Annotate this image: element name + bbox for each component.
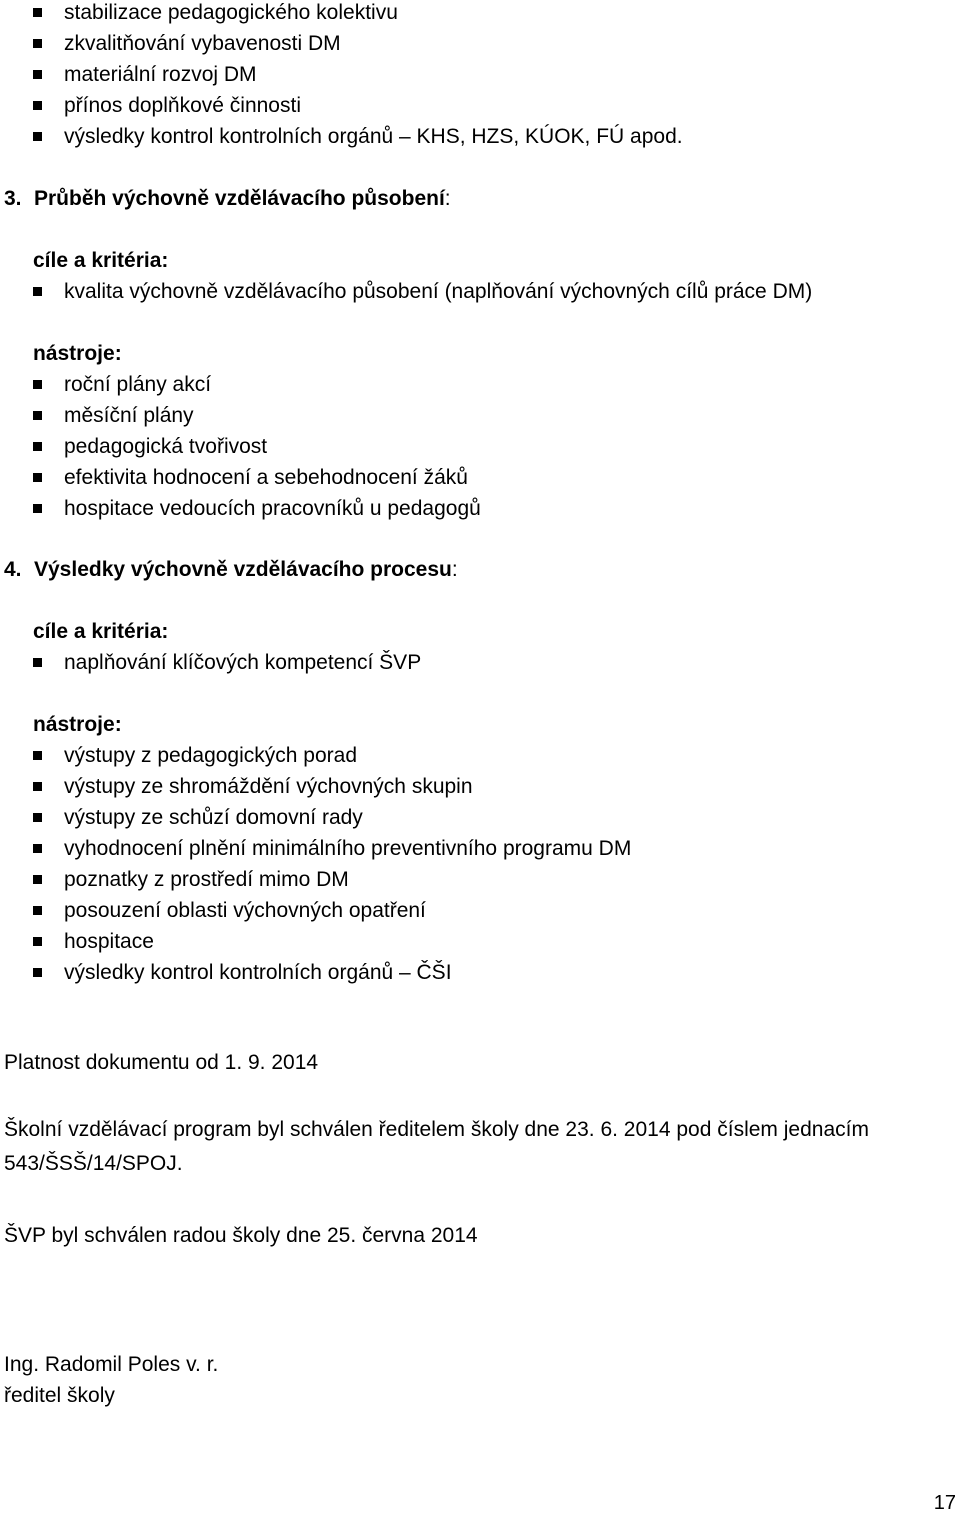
section-3-heading xyxy=(4,186,451,212)
bullet-marker xyxy=(33,937,42,946)
list-item: stabilizace pedagogického kolektivu xyxy=(64,1,398,24)
section-number: 4. xyxy=(4,558,22,581)
bullet-marker xyxy=(33,101,42,110)
section-number: 3. xyxy=(4,187,22,210)
bullet-marker xyxy=(33,751,42,760)
bullet-marker xyxy=(33,380,42,389)
bullet-marker xyxy=(33,813,42,822)
list-item: poznatky z prostředí mimo DM xyxy=(64,868,349,891)
section-colon: : xyxy=(451,558,458,581)
list-item: kvalita výchovně vzdělávacího působení (naplňování výchovných cílů práce DM) xyxy=(64,280,813,303)
list-item: hospitace xyxy=(64,930,154,953)
bullet-marker xyxy=(33,906,42,915)
list-item: výstupy z pedagogických porad xyxy=(64,744,358,767)
section-title: Průběh výchovně vzdělávacího působení xyxy=(34,187,445,210)
approval-text-line1: Školní vzdělávací program byl schválen ředitelem školy dne 23. 6. 2014 pod číslem jednacím xyxy=(4,1118,869,1141)
bullet-marker xyxy=(33,411,42,420)
list-item: přínos doplňkové činnosti xyxy=(64,94,301,117)
section-4-heading xyxy=(4,557,458,583)
bullet-marker xyxy=(33,782,42,791)
criteria-label: cíle a kritéria: xyxy=(33,620,169,643)
list-item: pedagogická tvořivost xyxy=(64,435,268,458)
bullet-marker xyxy=(33,844,42,853)
approval-text-line2: 543/ŠSŠ/14/SPOJ. xyxy=(4,1152,183,1175)
section-colon: : xyxy=(444,187,451,210)
bullet-marker xyxy=(33,287,42,296)
list-item: roční plány akcí xyxy=(64,373,212,396)
tools-label: nástroje: xyxy=(33,713,122,736)
bullet-marker xyxy=(33,968,42,977)
bullet-marker xyxy=(33,473,42,482)
list-item: posouzení oblasti výchovných opatření xyxy=(64,899,426,922)
list-item: hospitace vedoucích pracovníků u pedagogů xyxy=(64,497,481,520)
list-item: naplňování klíčových kompetencí ŠVP xyxy=(64,651,422,674)
validity-text: Platnost dokumentu od 1. 9. 2014 xyxy=(4,1051,319,1074)
tools-label: nástroje: xyxy=(33,342,122,365)
signer-name: Ing. Radomil Poles v. r. xyxy=(4,1353,219,1376)
list-item: výstupy ze schůzí domovní rady xyxy=(64,806,363,829)
bullet-marker xyxy=(33,39,42,48)
bullet-marker xyxy=(33,8,42,17)
list-item: vyhodnocení plnění minimálního preventivního programu DM xyxy=(64,837,632,860)
list-item: měsíční plány xyxy=(64,404,194,427)
list-item: výstupy ze shromáždění výchovných skupin xyxy=(64,775,473,798)
list-item: zkvalitňování vybavenosti DM xyxy=(64,32,341,55)
bullet-marker xyxy=(33,132,42,141)
list-item: efektivita hodnocení a sebehodnocení žáků xyxy=(64,466,468,489)
bullet-marker xyxy=(33,658,42,667)
page-number: 17 xyxy=(933,1492,956,1514)
bullet-marker xyxy=(33,875,42,884)
council-approval-text: ŠVP byl schválen radou školy dne 25. června 2014 xyxy=(4,1224,478,1247)
list-item: výsledky kontrol kontrolních orgánů – ČŠI xyxy=(64,961,452,984)
list-item: výsledky kontrol kontrolních orgánů – KHS, HZS, KÚOK, FÚ apod. xyxy=(64,125,683,148)
bullet-marker xyxy=(33,504,42,513)
signer-role: ředitel školy xyxy=(4,1384,115,1407)
list-item: materiální rozvoj DM xyxy=(64,63,257,86)
bullet-marker xyxy=(33,70,42,79)
criteria-label: cíle a kritéria: xyxy=(33,249,169,272)
section-title: Výsledky výchovně vzdělávacího procesu xyxy=(34,558,452,581)
bullet-marker xyxy=(33,442,42,451)
